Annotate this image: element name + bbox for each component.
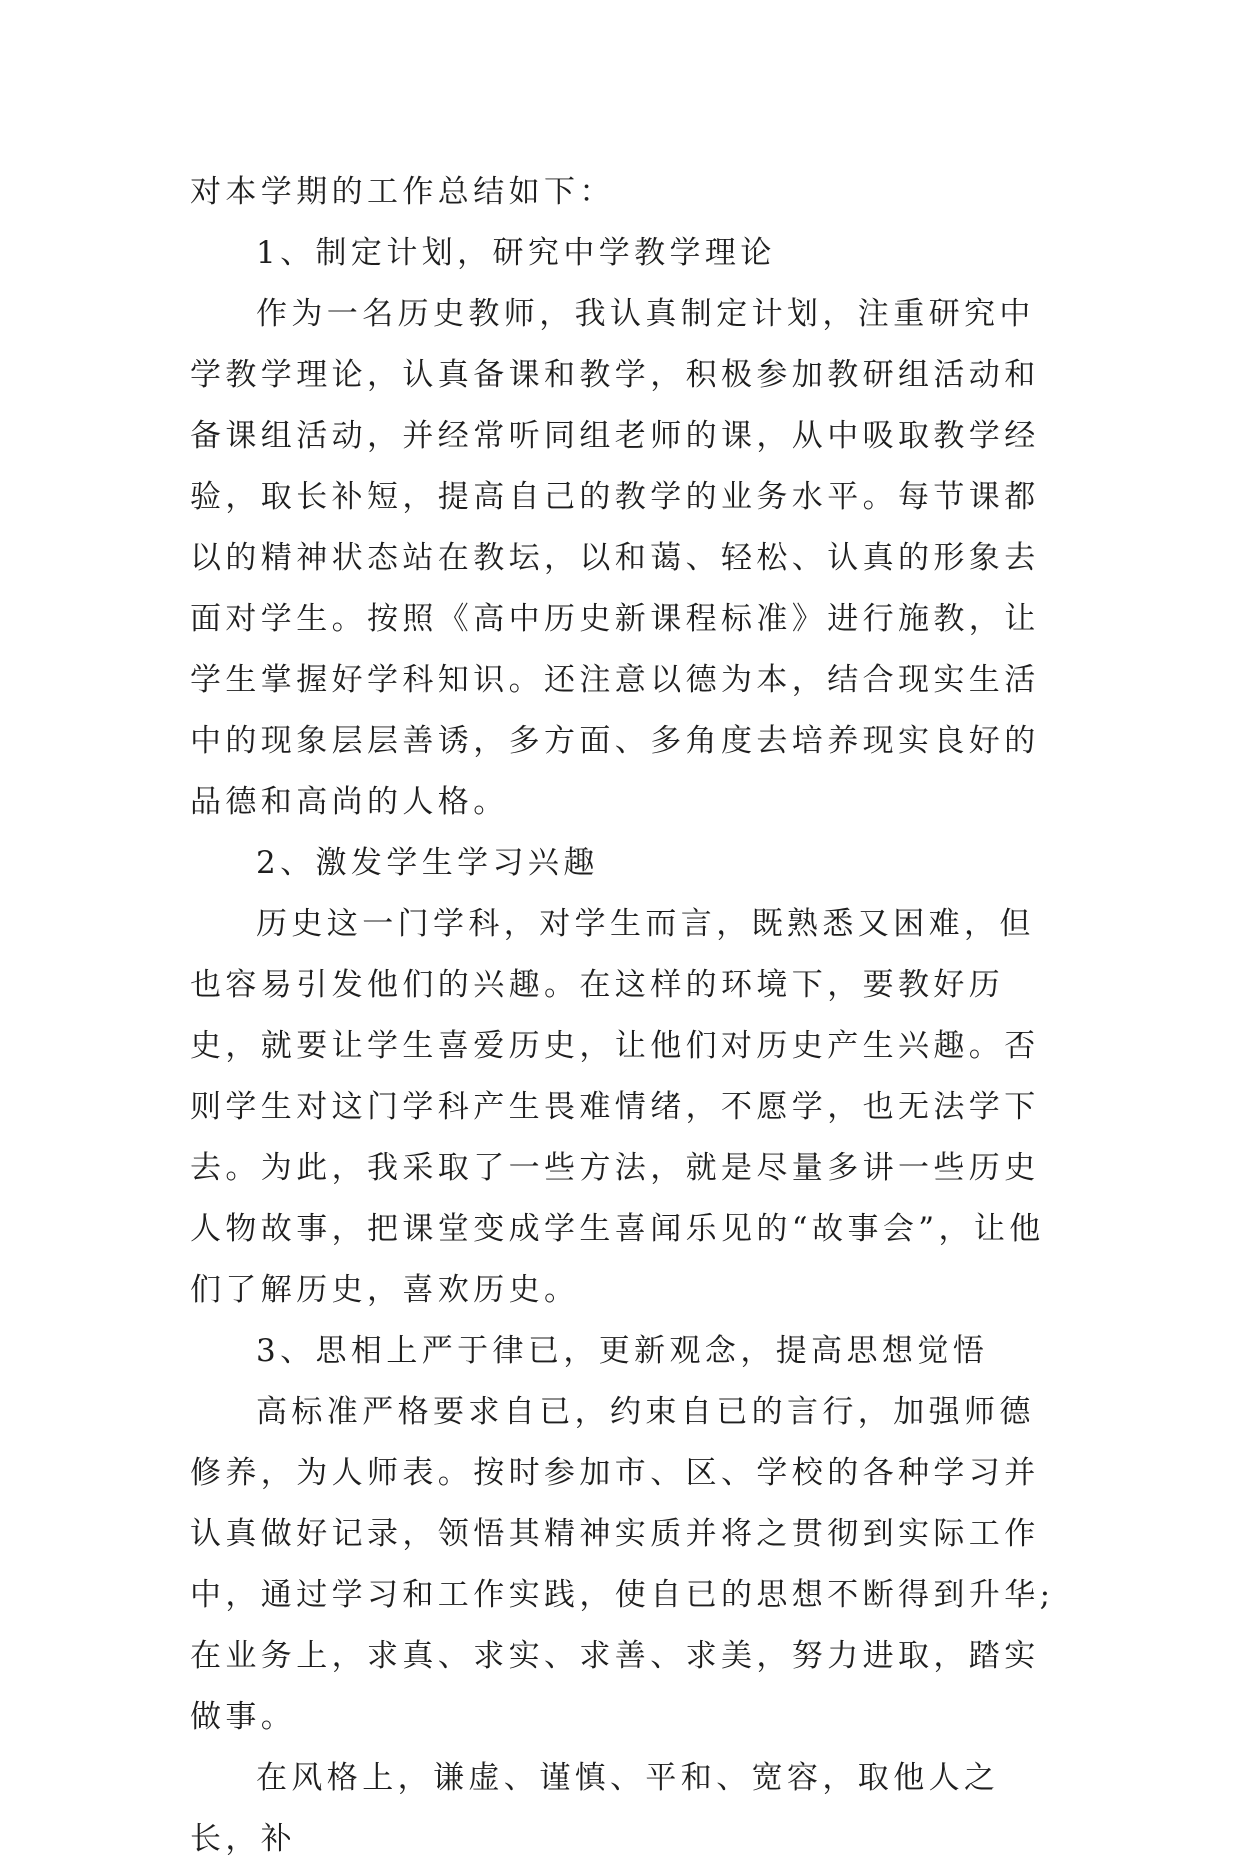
section-3-paragraph-2: 在风格上，谦虚、谨慎、平和、宽容，取他人之长，补: [190, 1760, 1000, 1857]
section-3-heading: 3、思相上严于律已，更新观念，提高思想觉悟: [256, 1333, 989, 1369]
section-1-heading: 1、制定计划，研究中学教学理论: [256, 235, 776, 271]
intro-line: 对本学期的工作总结如下：: [190, 174, 615, 210]
document-body: [190, 162, 1056, 1870]
section-3-paragraph-1: 高标准严格要求自已，约束自已的言行，加强师德修养，为人师表。按时参加市、区、学校的各种学习并认真做好记录，领悟其精神实质并将之贯彻到实际工作中，通过学习和工作实践，使自已的思想不断得到升华;在业务上，求真、求实、求善、求美，努力进取，踏实做事。: [190, 1394, 1055, 1735]
section-2-paragraph: 历史这一门学科，对学生而言，既熟悉又困难，但也容易引发他们的兴趣。在这样的环境下，要教好历史，就要让学生喜爱历史，让他们对历史产生兴趣。否则学生对这门学科产生畏难情绪，不愿学，也无法学下去。为此，我采取了一些方法，就是尽量多讲一些历史人物故事，把课堂变成学生喜闻乐见的“故事会”，让他们了解历史，喜欢历史。: [190, 906, 1045, 1308]
section-2-heading: 2、激发学生学习兴趣: [256, 845, 599, 881]
section-1-paragraph: 作为一名历史教师，我认真制定计划，注重研究中学教学理论，认真备课和教学，积极参加教研组活动和备课组活动，并经常听同组老师的课，从中吸取教学经验，取长补短，提高自己的教学的业务水平。每节课都以的精神状态站在教坛，以和蔼、轻松、认真的形象去面对学生。按照《高中历史新课程标准》进行施教，让学生掌握好学科知识。还注意以德为本，结合现实生活中的现象层层善诱，多方面、多角度去培养现实良好的品德和高尚的人格。: [190, 296, 1040, 820]
